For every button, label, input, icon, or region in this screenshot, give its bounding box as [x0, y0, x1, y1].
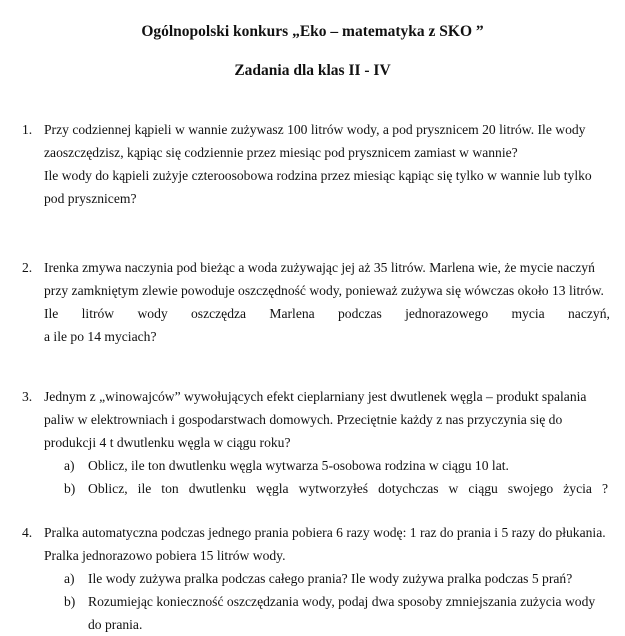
task-line: zaoszczędzisz, kąpiąc się codziennie przez miesiąc pod prysznicem zamiast w wannie? — [44, 145, 518, 160]
task-line: a ile po 14 myciach? — [44, 329, 157, 344]
word: mycia — [511, 306, 545, 321]
word: wytworzyłeś — [298, 481, 369, 496]
subpoint-text: Oblicz, ile ton dwutlenku węgla wytwarza 5-osobowa rodzina w ciągu 10 lat. — [88, 458, 509, 473]
task-line: Pralka jednorazowo pobiera 15 litrów wody. — [44, 548, 286, 563]
task-number: 4. — [22, 525, 33, 540]
task-line: Jednym z „winowajców” wywołujących efekt cieplarniany jest dwutlenek węgla – produkt spalania — [44, 389, 587, 404]
subpoint-b — [44, 590, 610, 613]
word: ciągu — [468, 481, 498, 496]
subpoint-a — [44, 567, 610, 590]
task-line: przy zamkniętym zlewie powoduje oszczędność wody, ponieważ zużywa się wówczas około 13 litrów. — [44, 283, 604, 298]
word: oszczędza — [190, 306, 247, 321]
grade-subtitle: Zadania dla klas II - IV — [234, 62, 391, 79]
task-body — [44, 385, 610, 500]
word: wody — [137, 306, 168, 321]
task-body — [44, 521, 610, 636]
task-justified-line — [44, 302, 610, 325]
task-body — [44, 256, 610, 348]
task-number: 1. — [22, 122, 33, 137]
word: swojego — [507, 481, 554, 496]
task-line: Irenka zmywa naczynia pod bieżąc a woda zużywając jej aż 35 litrów. Marlena wie, że mycie naczyń — [44, 260, 595, 275]
word: w — [448, 481, 459, 496]
word: naczyń, — [568, 306, 610, 321]
word: dwutlenku — [188, 481, 247, 496]
subpoint-justified-text — [88, 477, 608, 500]
word: Oblicz, — [88, 481, 128, 496]
subpoint-letter: b) — [64, 481, 76, 496]
task-number: 3. — [22, 389, 33, 404]
word: życia — [563, 481, 592, 496]
word: ? — [601, 481, 608, 496]
word: Marlena — [269, 306, 315, 321]
subpoint-letter: a) — [64, 571, 75, 586]
task-line: pod prysznicem? — [44, 191, 137, 206]
task-line: produkcji 4 t dwutlenku węgla w ciągu roku? — [44, 435, 291, 450]
task-line: paliw w elektrowniach i gospodarstwach domowych. Przeciętnie każdy z nas przyczynia się do — [44, 412, 563, 427]
subpoint-b — [44, 477, 610, 500]
subpoint-letter: a) — [64, 458, 75, 473]
task-body — [44, 118, 610, 210]
subpoint-a — [44, 454, 610, 477]
task-line: Przy codziennej kąpieli w wannie zużywasz 100 litrów wody, a pod prysznicem 20 litrów. Ile wody — [44, 122, 586, 137]
task-line: Pralka automatyczna podczas jednego prania pobiera 6 razy wodę: 1 raz do prania i 5 razy do płukania. — [44, 525, 606, 540]
word: jednorazowego — [405, 306, 489, 321]
contest-title: Ogólnopolski konkurs „Eko – matematyka z SKO ” — [141, 23, 484, 40]
word: ile — [137, 481, 152, 496]
task-line: Ile wody do kąpieli zużyje czteroosobowa rodzina przez miesiąc kąpiąc się tylko w wannie lub tylko — [44, 168, 592, 183]
task-number: 2. — [22, 260, 33, 275]
word: węgla — [256, 481, 289, 496]
subpoint-b-continuation — [44, 613, 610, 636]
word: litrów — [81, 306, 115, 321]
word: ton — [161, 481, 179, 496]
subpoint-letter: b) — [64, 594, 76, 609]
subpoint-text: Rozumiejąc konieczność oszczędzania wody, podaj dwa sposoby zmniejszania zużycia wody — [88, 594, 596, 609]
subpoint-text: do prania. — [88, 617, 143, 632]
subpoint-text: Ile wody zużywa pralka podczas całego prania? Ile wody zużywa pralka podczas 5 prań? — [88, 571, 573, 586]
word: dotychczas — [378, 481, 439, 496]
word: Ile — [44, 306, 59, 321]
word: podczas — [338, 306, 382, 321]
